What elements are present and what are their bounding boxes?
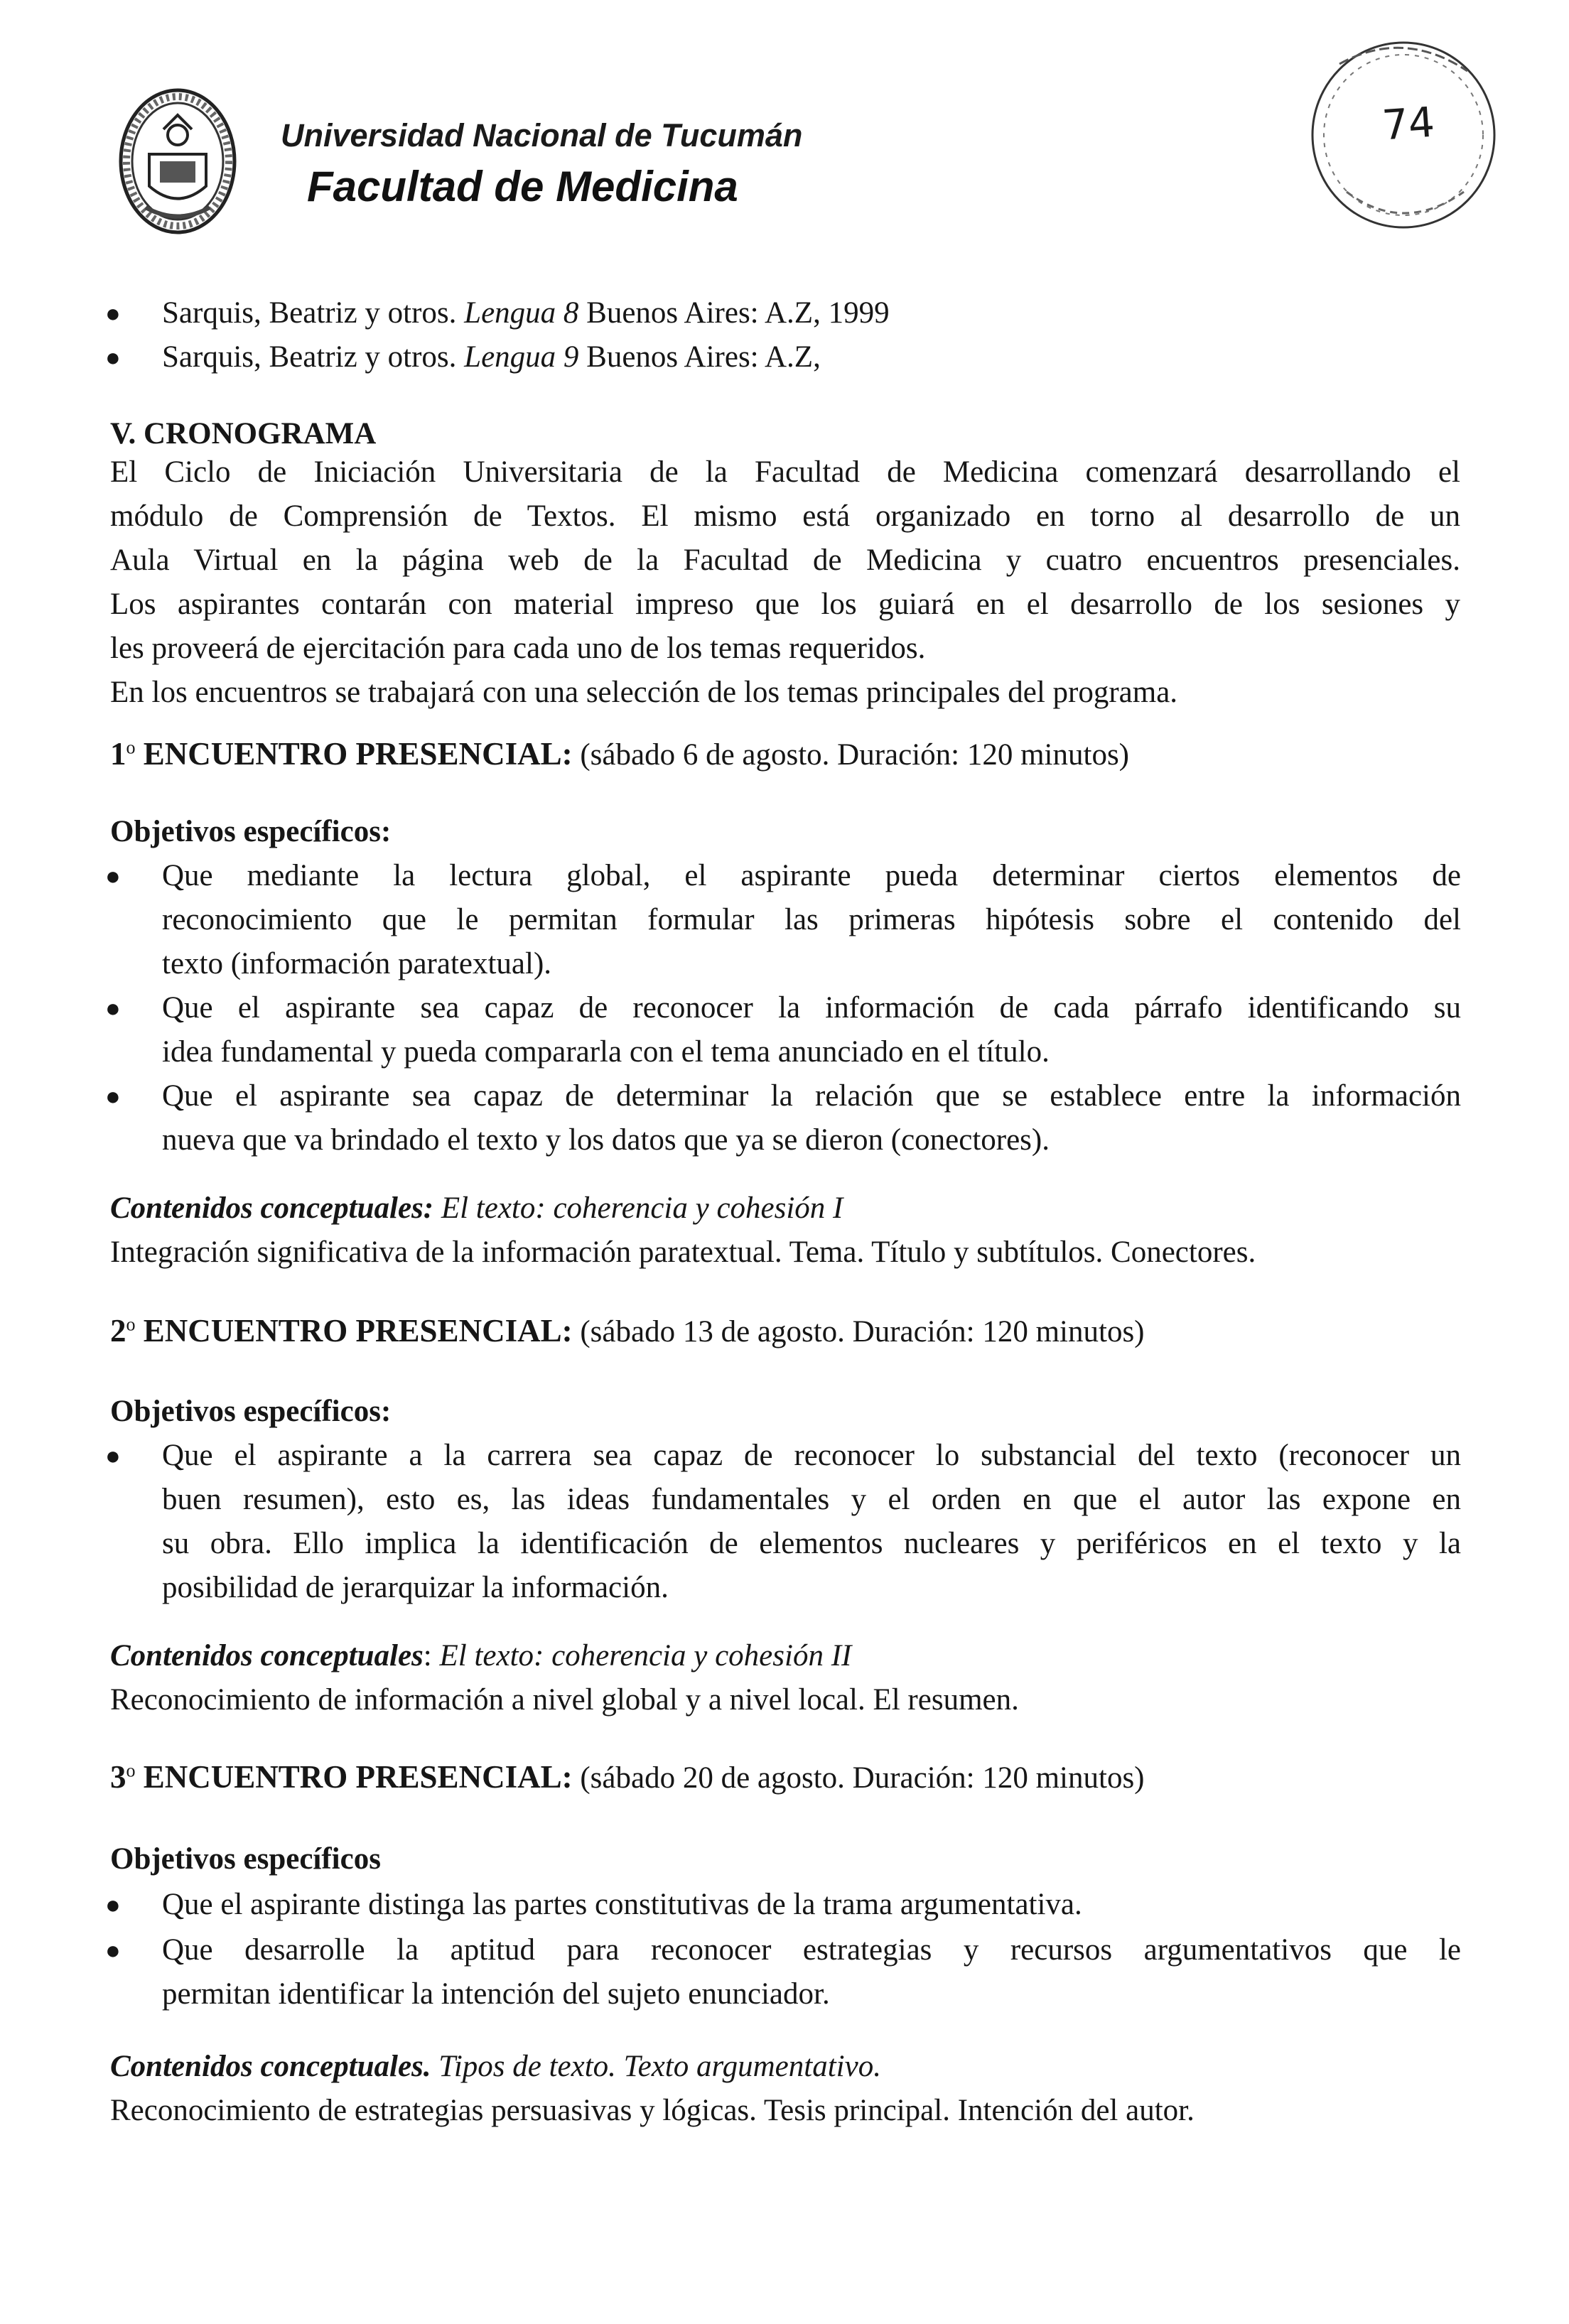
- objective-line: permitan identificar la intención del sujeto enunciador.: [162, 1977, 830, 2011]
- contents-topic: El texto: coherencia y cohesión I: [433, 1191, 843, 1225]
- objective-line: buen resumen), esto es, las ideas fundamentales y el orden en que el autor las expone en: [162, 1483, 1461, 1516]
- objective-item: [162, 854, 1461, 986]
- objective-line: Que el aspirante sea capaz de determinar la relación que se establece entre la información: [162, 1079, 1461, 1113]
- encuentro-label: ENCUENTRO PRESENCIAL:: [135, 736, 573, 772]
- objective-line: reconocimiento que le permitan formular las primeras hipótesis sobre el contenido del: [162, 903, 1461, 936]
- contents-label: Contenidos conceptuales: [110, 1639, 424, 1672]
- ordinal-mark: o: [126, 737, 136, 758]
- bullet-icon: ●: [105, 1082, 121, 1110]
- objective-line: Que el aspirante a la carrera sea capaz de reconocer lo substancial del texto (reconocer un: [162, 1439, 1461, 1472]
- faculty-name: Facultad de Medicina: [307, 163, 738, 210]
- objective-item: [162, 1074, 1461, 1162]
- contents-label: Contenidos conceptuales:: [110, 1191, 434, 1225]
- bullet-icon: ●: [105, 343, 121, 372]
- objectives-heading: Objetivos específicos:: [110, 1395, 392, 1428]
- paragraph-line: módulo de Comprensión de Textos. El mismo está organizado en torno al desarrollo de un: [110, 499, 1460, 533]
- contents-text: Integración significativa de la información paratextual. Tema. Título y subtítulos. Conectores.: [110, 1236, 1256, 1269]
- encuentro-1-title: [110, 732, 1129, 777]
- encuentro-detail: (sábado 20 de agosto. Duración: 120 minutos): [572, 1761, 1145, 1795]
- bibliography-item: [162, 335, 821, 379]
- objective-line: texto (información paratextual).: [162, 947, 552, 980]
- university-name: Universidad Nacional de Tucumán: [281, 117, 803, 153]
- bib-title: Lengua 8: [464, 296, 579, 330]
- contents-topic: Tipos de texto. Texto argumentativo.: [431, 2050, 881, 2083]
- encuentro-label: ENCUENTRO PRESENCIAL:: [135, 1759, 573, 1795]
- bullet-icon: ●: [105, 994, 121, 1022]
- cronograma-paragraph: [110, 450, 1460, 715]
- bullet-icon: ●: [105, 1442, 121, 1470]
- objective-line: nueva que va brindado el texto y los datos que ya se dieron (conectores).: [162, 1123, 1050, 1157]
- encuentro-2-title: [110, 1309, 1145, 1354]
- ordinal-mark: o: [126, 1760, 136, 1781]
- contents-topic: El texto: coherencia y cohesión II: [431, 1639, 852, 1672]
- objective-line: Que mediante la lectura global, el aspirante pueda determinar ciertos elementos de: [162, 859, 1461, 892]
- objective-line: Que desarrolle la aptitud para reconocer estrategias y recursos argumentativos que le: [162, 1933, 1461, 1967]
- bib-author: Sarquis, Beatriz y otros.: [162, 296, 465, 330]
- section-heading: V. CRONOGRAMA: [110, 417, 377, 450]
- encuentro-detail: (sábado 6 de agosto. Duración: 120 minutos): [572, 738, 1129, 772]
- objective-item: [162, 1928, 1461, 2016]
- paragraph-line: Aula Virtual en la página web de la Facultad de Medicina y cuatro encuentros presenciales.: [110, 544, 1460, 577]
- objectives-heading: Objetivos específicos:: [110, 815, 392, 848]
- contents-label: Contenidos conceptuales.: [110, 2050, 431, 2083]
- university-seal-icon: [117, 87, 238, 236]
- contents-heading: [110, 2045, 881, 2089]
- bullet-icon: ●: [105, 299, 121, 328]
- objective-line: idea fundamental y pueda compararla con el tema anunciado en el título.: [162, 1035, 1050, 1069]
- encuentro-detail: (sábado 13 de agosto. Duración: 120 minutos): [572, 1315, 1145, 1349]
- encuentro-number: 1: [110, 736, 126, 772]
- contents-text: Reconocimiento de información a nivel global y a nivel local. El resumen.: [110, 1683, 1019, 1717]
- objective-line: Que el aspirante distinga las partes constitutivas de la trama argumentativa.: [162, 1888, 1082, 1921]
- bib-publisher: Buenos Aires: A.Z, 1999: [578, 296, 890, 330]
- encuentro-number: 2: [110, 1313, 126, 1349]
- folio-number: 74: [1380, 97, 1437, 150]
- bib-author: Sarquis, Beatriz y otros.: [162, 340, 465, 374]
- contents-text: Reconocimiento de estrategias persuasivas y lógicas. Tesis principal. Intención del autor.: [110, 2094, 1195, 2127]
- paragraph-line: En los encuentros se trabajará con una selección de los temas principales del programa.: [110, 676, 1178, 709]
- objective-line: su obra. Ello implica la identificación de elementos nucleares y periféricos en el texto y la: [162, 1527, 1461, 1560]
- objective-item: [162, 986, 1461, 1074]
- objectives-heading: Objetivos específicos: [110, 1842, 381, 1876]
- encuentro-3-title: [110, 1755, 1145, 1800]
- bullet-icon: ●: [105, 1936, 121, 1964]
- ordinal-mark: o: [126, 1314, 136, 1335]
- bib-publisher: Buenos Aires: A.Z,: [578, 340, 821, 374]
- objective-item: [162, 1434, 1461, 1610]
- paragraph-line: les proveerá de ejercitación para cada uno de los temas requeridos.: [110, 632, 926, 665]
- contents-colon: :: [423, 1639, 432, 1672]
- bullet-icon: ●: [105, 1891, 121, 1919]
- objective-line: Que el aspirante sea capaz de reconocer la información de cada párrafo identificando su: [162, 991, 1461, 1025]
- contents-heading: [110, 1634, 851, 1678]
- objective-line: posibilidad de jerarquizar la información.: [162, 1571, 669, 1604]
- bullet-icon: ●: [105, 862, 121, 890]
- bibliography-item: [162, 291, 890, 335]
- encuentro-label: ENCUENTRO PRESENCIAL:: [135, 1313, 573, 1349]
- objective-item: [162, 1883, 1461, 1927]
- encuentro-number: 3: [110, 1759, 126, 1795]
- contents-heading: [110, 1187, 843, 1231]
- bib-title: Lengua 9: [464, 340, 579, 374]
- paragraph-line: El Ciclo de Iniciación Universitaria de la Facultad de Medicina comenzará desarrollando el: [110, 455, 1460, 489]
- paragraph-line: Los aspirantes contarán con material impreso que los guiará en el desarrollo de los sesiones y: [110, 588, 1460, 621]
